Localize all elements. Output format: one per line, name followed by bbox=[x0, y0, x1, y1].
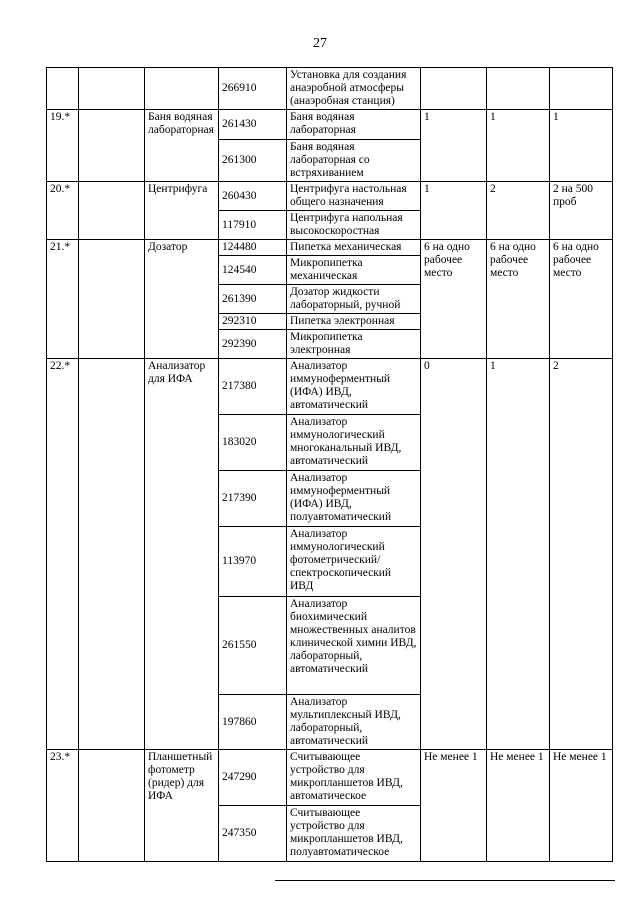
blank-cell bbox=[79, 110, 145, 182]
quantity-col-3: Не менее 1 bbox=[550, 750, 613, 862]
quantity-col-1: 6 на одно рабочее место bbox=[421, 240, 487, 359]
equipment-name: Планшетный фотометр (ридер) для ИФА bbox=[145, 750, 219, 862]
quantity-col-1: 1 bbox=[421, 110, 487, 182]
quantity-col-2 bbox=[487, 68, 550, 110]
row-number: 20.* bbox=[47, 182, 79, 240]
blank-cell bbox=[79, 68, 145, 110]
nkmi-description: Пипетка механическая bbox=[287, 240, 421, 256]
nkmi-description: Центрифуга напольная высокоскоростная bbox=[287, 211, 421, 240]
row-number bbox=[47, 68, 79, 110]
quantity-col-3: 2 bbox=[550, 359, 613, 750]
table-row bbox=[47, 359, 613, 415]
nkmi-code: 260430 bbox=[219, 182, 287, 211]
nkmi-code: 261300 bbox=[219, 140, 287, 182]
nkmi-description: Анализатор биохимический множественных аналитов клинической химии ИВД, лабораторный, автоматический bbox=[287, 597, 421, 695]
quantity-col-3 bbox=[550, 68, 613, 110]
row-number: 21.* bbox=[47, 240, 79, 359]
nkmi-description: Анализатор иммуноферментный (ИФА) ИВД, полуавтоматический bbox=[287, 471, 421, 527]
quantity-col-1: Не менее 1 bbox=[421, 750, 487, 862]
nkmi-description: Анализатор иммунологический многоканальный ИВД, автоматический bbox=[287, 415, 421, 471]
nkmi-code: 183020 bbox=[219, 415, 287, 471]
nkmi-description: Считывающее устройство для микропланшетов ИВД, автоматическое bbox=[287, 750, 421, 806]
blank-cell bbox=[79, 750, 145, 862]
nkmi-code: 124540 bbox=[219, 256, 287, 285]
blank-cell bbox=[79, 359, 145, 750]
quantity-col-1 bbox=[421, 68, 487, 110]
table-row bbox=[47, 750, 613, 806]
equipment-name: Анализатор для ИФА bbox=[145, 359, 219, 750]
nkmi-code: 197860 bbox=[219, 695, 287, 750]
nkmi-code: 117910 bbox=[219, 211, 287, 240]
nkmi-code: 113970 bbox=[219, 527, 287, 597]
row-number: 22.* bbox=[47, 359, 79, 750]
nkmi-description: Микропипетка механическая bbox=[287, 256, 421, 285]
nkmi-description: Баня водяная лабораторная bbox=[287, 110, 421, 140]
nkmi-code: 217390 bbox=[219, 471, 287, 527]
page-number: 27 bbox=[313, 36, 327, 51]
quantity-col-1: 1 bbox=[421, 182, 487, 240]
nkmi-description: Анализатор иммуноферментный (ИФА) ИВД, автоматический bbox=[287, 359, 421, 415]
table-row bbox=[47, 182, 613, 211]
quantity-col-2: Не менее 1 bbox=[487, 750, 550, 862]
nkmi-code: 261390 bbox=[219, 285, 287, 314]
quantity-col-2: 2 bbox=[487, 182, 550, 240]
footer-rule bbox=[275, 880, 615, 881]
table-row bbox=[47, 68, 613, 110]
equipment-name bbox=[145, 68, 219, 110]
nkmi-code: 292390 bbox=[219, 330, 287, 359]
table-row bbox=[47, 110, 613, 140]
quantity-col-1: 0 bbox=[421, 359, 487, 750]
quantity-col-3: 2 на 500 проб bbox=[550, 182, 613, 240]
nkmi-code: 261430 bbox=[219, 110, 287, 140]
blank-cell bbox=[79, 240, 145, 359]
nkmi-description: Пипетка электронная bbox=[287, 314, 421, 330]
quantity-col-2: 6 на одно рабочее место bbox=[487, 240, 550, 359]
equipment-name: Дозатор bbox=[145, 240, 219, 359]
equipment-name: Баня водяная лабораторная bbox=[145, 110, 219, 182]
nkmi-code: 217380 bbox=[219, 359, 287, 415]
quantity-col-3: 6 на одно рабочее место bbox=[550, 240, 613, 359]
nkmi-description: Считывающее устройство для микропланшетов ИВД, полуавтоматическое bbox=[287, 806, 421, 862]
row-number: 19.* bbox=[47, 110, 79, 182]
nkmi-code: 247290 bbox=[219, 750, 287, 806]
quantity-col-2: 1 bbox=[487, 359, 550, 750]
nkmi-description: Анализатор мультиплексный ИВД, лабораторный, автоматический bbox=[287, 695, 421, 750]
quantity-col-3: 1 bbox=[550, 110, 613, 182]
nkmi-code: 261550 bbox=[219, 597, 287, 695]
nkmi-code: 247350 bbox=[219, 806, 287, 862]
row-number: 23.* bbox=[47, 750, 79, 862]
equipment-table bbox=[46, 67, 613, 862]
blank-cell bbox=[79, 182, 145, 240]
equipment-name: Центрифуга bbox=[145, 182, 219, 240]
nkmi-code: 292310 bbox=[219, 314, 287, 330]
quantity-col-2: 1 bbox=[487, 110, 550, 182]
nkmi-description: Дозатор жидкости лабораторный, ручной bbox=[287, 285, 421, 314]
nkmi-description: Центрифуга настольная общего назначения bbox=[287, 182, 421, 211]
nkmi-code: 124480 bbox=[219, 240, 287, 256]
nkmi-description: Анализатор иммунологический фотометрический/ спектроскопический ИВД bbox=[287, 527, 421, 597]
table-row bbox=[47, 240, 613, 256]
nkmi-description: Установка для создания анаэробной атмосферы (анаэробная станция) bbox=[287, 68, 421, 110]
nkmi-code: 266910 bbox=[219, 68, 287, 110]
nkmi-description: Микропипетка электронная bbox=[287, 330, 421, 359]
nkmi-description: Баня водяная лабораторная со встряхиванием bbox=[287, 140, 421, 182]
